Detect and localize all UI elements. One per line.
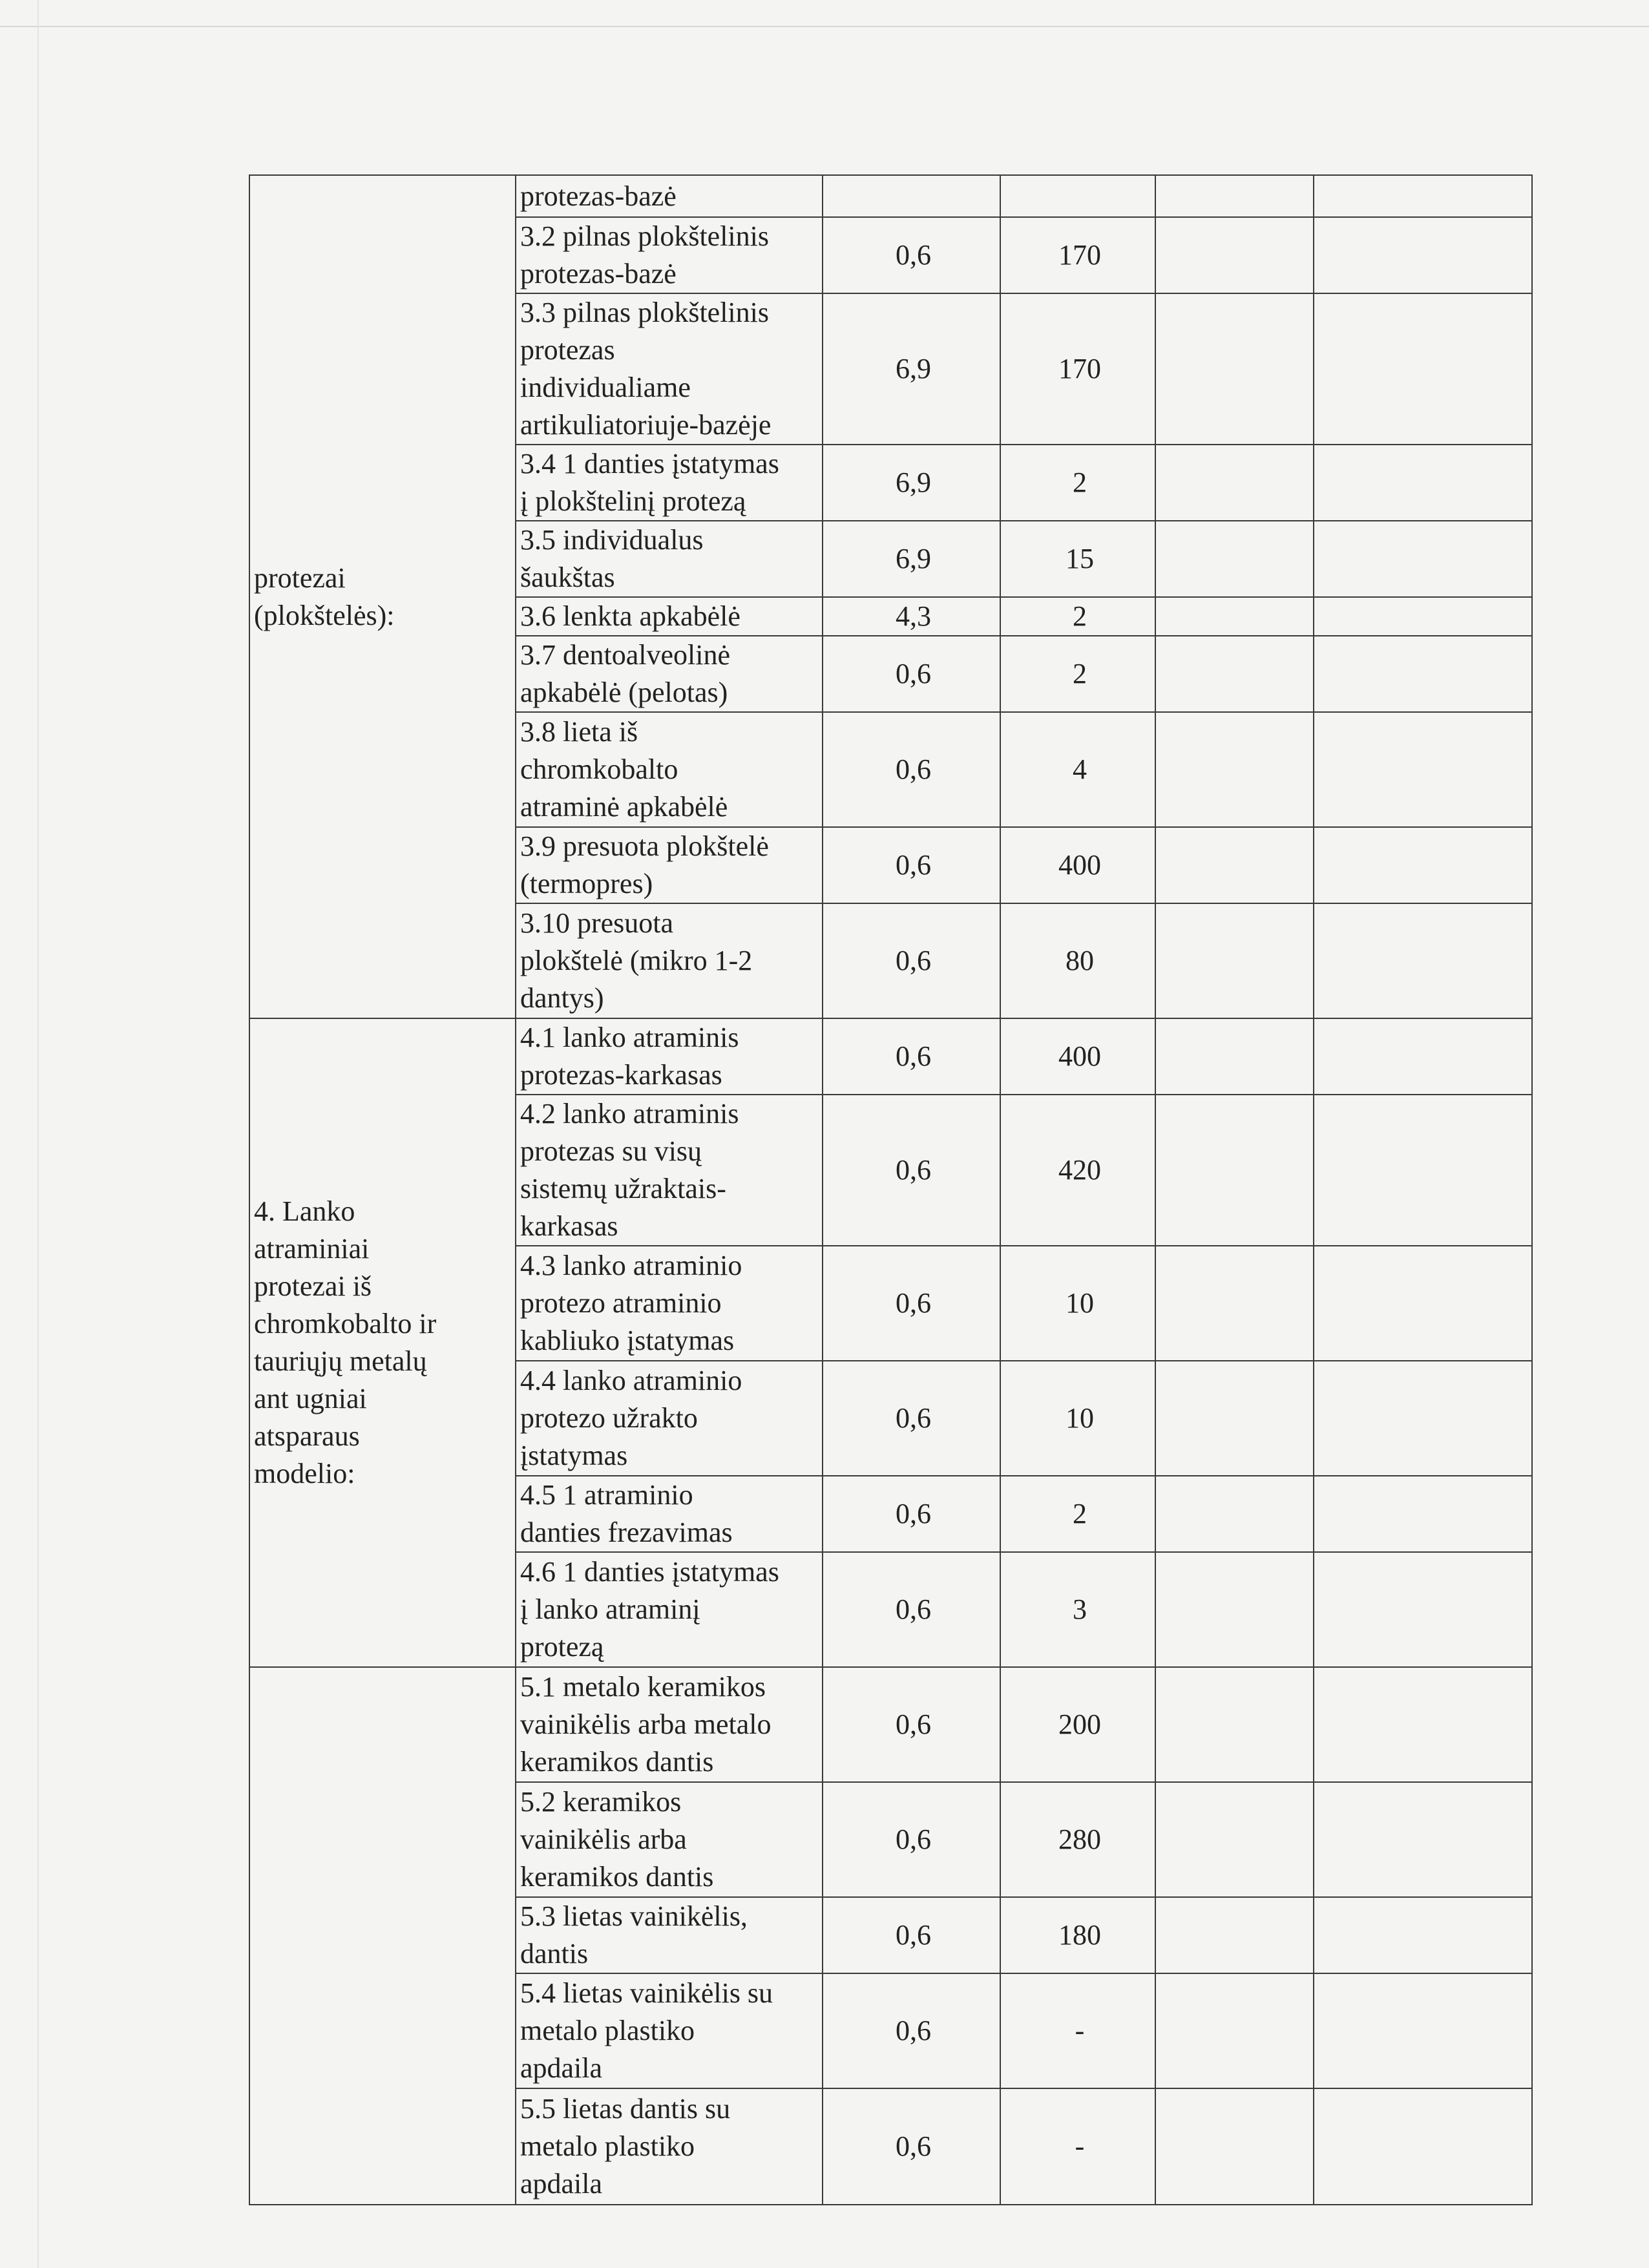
- extra-cell-1: [1155, 1782, 1314, 1897]
- coefficient-cell: 0,6: [823, 217, 1000, 293]
- extra-cell-1: [1155, 827, 1314, 903]
- extra-cell-1: [1155, 712, 1314, 827]
- item-description: 4.3 lanko atraminio protezo atraminio kabliuko įstatymas: [516, 1246, 823, 1361]
- extra-cell-1: [1155, 597, 1314, 636]
- item-description: 3.7 dentoalveolinė apkabėlė (pelotas): [516, 636, 823, 712]
- extra-cell-1: [1155, 175, 1314, 217]
- page-edge-left: [37, 0, 39, 2268]
- extra-cell-2: [1314, 1361, 1532, 1476]
- extra-cell-1: [1155, 636, 1314, 712]
- extra-cell-1: [1155, 903, 1314, 1018]
- extra-cell-2: [1314, 1897, 1532, 1973]
- coefficient-cell: 6,9: [823, 293, 1000, 445]
- extra-cell-1: [1155, 1476, 1314, 1552]
- prosthesis-table: [249, 174, 1533, 2205]
- coefficient-cell: 0,6: [823, 1095, 1000, 1246]
- group-3-label: protezai (plokštelės):: [249, 175, 516, 1018]
- item-description: 4.5 1 atraminio danties frezavimas: [516, 1476, 823, 1552]
- item-description: 5.2 keramikos vainikėlis arba keramikos dantis: [516, 1782, 823, 1897]
- coefficient-cell: 0,6: [823, 1018, 1000, 1095]
- extra-cell-2: [1314, 597, 1532, 636]
- quantity-cell: 400: [1000, 1018, 1155, 1095]
- extra-cell-1: [1155, 1246, 1314, 1361]
- item-description: 4.6 1 danties įstatymas į lanko atraminį protezą: [516, 1552, 823, 1667]
- coefficient-cell: 0,6: [823, 636, 1000, 712]
- quantity-cell: 420: [1000, 1095, 1155, 1246]
- extra-cell-1: [1155, 1667, 1314, 1782]
- extra-cell-2: [1314, 1095, 1532, 1246]
- item-description: 4.1 lanko atraminis protezas-karkasas: [516, 1018, 823, 1095]
- item-description: 5.4 lietas vainikėlis su metalo plastiko apdaila: [516, 1973, 823, 2088]
- coefficient-cell: 0,6: [823, 1973, 1000, 2088]
- extra-cell-1: [1155, 1095, 1314, 1246]
- item-description: 3.6 lenkta apkabėlė: [516, 597, 823, 636]
- group-5-label: [249, 1667, 516, 2205]
- extra-cell-1: [1155, 1361, 1314, 1476]
- extra-cell-2: [1314, 903, 1532, 1018]
- extra-cell-2: [1314, 1667, 1532, 1782]
- item-description: 5.3 lietas vainikėlis, dantis: [516, 1897, 823, 1973]
- coefficient-cell: 6,9: [823, 521, 1000, 597]
- extra-cell-2: [1314, 2088, 1532, 2205]
- item-description: 3.9 presuota plokštelė (termopres): [516, 827, 823, 903]
- extra-cell-2: [1314, 521, 1532, 597]
- extra-cell-2: [1314, 1246, 1532, 1361]
- extra-cell-1: [1155, 521, 1314, 597]
- quantity-cell: 80: [1000, 903, 1155, 1018]
- item-description: 4.2 lanko atraminis protezas su visų sistemų užraktais- karkasas: [516, 1095, 823, 1246]
- extra-cell-2: [1314, 636, 1532, 712]
- extra-cell-2: [1314, 1782, 1532, 1897]
- item-description: 5.5 lietas dantis su metalo plastiko apdaila: [516, 2088, 823, 2205]
- extra-cell-1: [1155, 2088, 1314, 2205]
- extra-cell-2: [1314, 1018, 1532, 1095]
- item-description: 3.8 lieta iš chromkobalto atraminė apkabėlė: [516, 712, 823, 827]
- table-row: [249, 1667, 1532, 1782]
- coefficient-cell: 4,3: [823, 597, 1000, 636]
- extra-cell-2: [1314, 293, 1532, 445]
- extra-cell-2: [1314, 827, 1532, 903]
- table-row: [249, 1018, 1532, 1095]
- extra-cell-2: [1314, 1476, 1532, 1552]
- coefficient-cell: 0,6: [823, 903, 1000, 1018]
- quantity-cell: -: [1000, 1973, 1155, 2088]
- extra-cell-1: [1155, 445, 1314, 521]
- extra-cell-2: [1314, 175, 1532, 217]
- quantity-cell: 170: [1000, 293, 1155, 445]
- quantity-cell: 200: [1000, 1667, 1155, 1782]
- quantity-cell: 3: [1000, 1552, 1155, 1667]
- coefficient-cell: 0,6: [823, 1782, 1000, 1897]
- item-description: 3.3 pilnas plokštelinis protezas individualiame artikuliatoriuje-bazėje: [516, 293, 823, 445]
- group-4-label: 4. Lanko atraminiai protezai iš chromkobalto ir tauriųjų metalų ant ugniai atsparaus modelio:: [249, 1018, 516, 1667]
- quantity-cell: 180: [1000, 1897, 1155, 1973]
- table-body: [249, 175, 1532, 2205]
- quantity-cell: -: [1000, 2088, 1155, 2205]
- quantity-cell: 400: [1000, 827, 1155, 903]
- coefficient-cell: 0,6: [823, 1667, 1000, 1782]
- extra-cell-1: [1155, 1973, 1314, 2088]
- item-description: 3.5 individualus šaukštas: [516, 521, 823, 597]
- coefficient-cell: 0,6: [823, 1897, 1000, 1973]
- extra-cell-1: [1155, 1552, 1314, 1667]
- item-description: 4.4 lanko atraminio protezo užrakto įstatymas: [516, 1361, 823, 1476]
- extra-cell-1: [1155, 217, 1314, 293]
- item-description: protezas-bazė: [516, 175, 823, 217]
- coefficient-cell: 0,6: [823, 2088, 1000, 2205]
- quantity-cell: 280: [1000, 1782, 1155, 1897]
- table-row: [249, 175, 1532, 217]
- item-description: 3.10 presuota plokštelė (mikro 1-2 dantys): [516, 903, 823, 1018]
- quantity-cell: 2: [1000, 597, 1155, 636]
- extra-cell-2: [1314, 445, 1532, 521]
- quantity-cell: 170: [1000, 217, 1155, 293]
- extra-cell-2: [1314, 217, 1532, 293]
- item-description: 3.2 pilnas plokštelinis protezas-bazė: [516, 217, 823, 293]
- coefficient-cell: 0,6: [823, 712, 1000, 827]
- extra-cell-2: [1314, 1973, 1532, 2088]
- quantity-cell: 4: [1000, 712, 1155, 827]
- quantity-cell: 15: [1000, 521, 1155, 597]
- coefficient-cell: 0,6: [823, 1361, 1000, 1476]
- extra-cell-2: [1314, 712, 1532, 827]
- quantity-cell: 10: [1000, 1361, 1155, 1476]
- coefficient-cell: 0,6: [823, 1246, 1000, 1361]
- extra-cell-2: [1314, 1552, 1532, 1667]
- coefficient-cell: 0,6: [823, 1552, 1000, 1667]
- coefficient-cell: [823, 175, 1000, 217]
- coefficient-cell: 6,9: [823, 445, 1000, 521]
- item-description: 5.1 metalo keramikos vainikėlis arba metalo keramikos dantis: [516, 1667, 823, 1782]
- quantity-cell: 2: [1000, 445, 1155, 521]
- quantity-cell: 10: [1000, 1246, 1155, 1361]
- quantity-cell: 2: [1000, 1476, 1155, 1552]
- page-edge: [0, 26, 1649, 27]
- quantity-cell: [1000, 175, 1155, 217]
- coefficient-cell: 0,6: [823, 1476, 1000, 1552]
- extra-cell-1: [1155, 1897, 1314, 1973]
- extra-cell-1: [1155, 293, 1314, 445]
- coefficient-cell: 0,6: [823, 827, 1000, 903]
- quantity-cell: 2: [1000, 636, 1155, 712]
- extra-cell-1: [1155, 1018, 1314, 1095]
- item-description: 3.4 1 danties įstatymas į plokštelinį protezą: [516, 445, 823, 521]
